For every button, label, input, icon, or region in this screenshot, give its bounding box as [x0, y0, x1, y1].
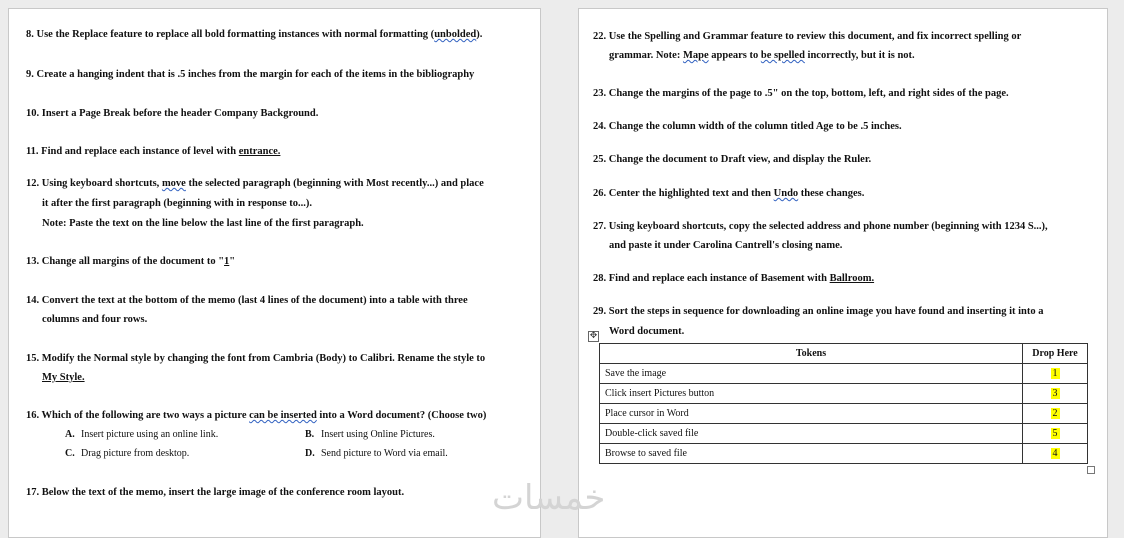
table-resize-handle[interactable] [1087, 466, 1095, 474]
drop-cell[interactable] [1023, 404, 1088, 424]
question-11: 11. Find and replace each instance of level with entrance. [26, 146, 281, 157]
question-15-line-2 [42, 368, 85, 387]
misspelled-word[interactable]: unbolded [434, 29, 477, 40]
question-12: 12. Using keyboard shortcuts, move the selected paragraph (beginning with Most recently...) and place [26, 178, 484, 189]
table-row [600, 384, 1088, 404]
option-c[interactable]: C. Drag picture from desktop. [65, 448, 190, 459]
order-value: 4 [1052, 448, 1058, 459]
option-d[interactable]: D. Send picture to Word via email. [305, 448, 448, 459]
question-22: 22. Use the Spelling and Grammar feature to review this document, and fix incorrect spelling or [593, 31, 1022, 42]
option-b[interactable]: B. Insert using Online Pictures. [305, 429, 435, 440]
order-value: 1 [1052, 368, 1058, 379]
question-15: 15. Modify the Normal style by changing the font from Cambria (Body) to Calibri. Rename the style to [26, 353, 486, 364]
question-9: 9. Create a hanging indent that is .5 inches from the margin for each of the items in the bibliography [26, 69, 475, 80]
misspelled-word[interactable]: Mape [682, 50, 709, 61]
question-16: 16. Which of the following are two ways a picture can be inserted into a Word document? (Choose two) [26, 410, 487, 421]
question-10: 10. Insert a Page Break before the header Company Background. [26, 108, 319, 119]
grammar-flag[interactable]: can be inserted [249, 410, 317, 421]
misspelled-word[interactable]: move [161, 178, 186, 189]
question-25: 25. Change the document to Draft view, and display the Ruler. [593, 154, 872, 165]
question-8: 8. Use the Replace feature to replace all bold formatting instances with normal formatting (unbolded). [26, 29, 483, 40]
grammar-flag[interactable]: be spelled [760, 50, 805, 61]
order-value: 3 [1052, 388, 1058, 399]
question-12-note: Note: Paste the text on the line below the last line of the first paragraph. [42, 218, 364, 229]
tokens-table [599, 343, 1088, 464]
document-page-left [8, 8, 541, 538]
watermark: خمسات [492, 478, 606, 518]
option-a[interactable]: A. Insert picture using an online link. [65, 429, 219, 440]
question-26: 26. Center the highlighted text and then Undo these changes. [593, 188, 865, 199]
token-cell[interactable]: Browse to saved file [600, 444, 1023, 464]
question-22-line-2: grammar. Note: Mape appears to be spelled incorrectly, but it is not. [609, 50, 915, 61]
drop-cell[interactable] [1023, 444, 1088, 464]
table-row [600, 364, 1088, 384]
drop-here-header: Drop Here [1023, 344, 1088, 364]
tokens-header: Tokens [600, 344, 1023, 364]
token-cell[interactable]: Place cursor in Word [600, 404, 1023, 424]
order-value: 5 [1052, 428, 1058, 439]
question-12-line-2: it after the first paragraph (beginning with in response to...). [42, 198, 312, 209]
question-14: 14. Convert the text at the bottom of the memo (last 4 lines of the document) into a table with three [26, 295, 468, 306]
underlined-word: My Style. [42, 372, 85, 383]
document-page-right [578, 8, 1108, 538]
table-header-row [600, 344, 1088, 364]
grammar-flag[interactable]: Undo [773, 188, 799, 199]
question-27-line-2: and paste it under Carolina Cantrell's closing name. [609, 240, 843, 251]
drop-cell[interactable] [1023, 384, 1088, 404]
token-cell[interactable]: Click insert Pictures button [600, 384, 1023, 404]
table-row [600, 424, 1088, 444]
underlined-word: entrance. [238, 146, 281, 157]
question-27: 27. Using keyboard shortcuts, copy the selected address and phone number (beginning with 1234 S...), [593, 221, 1048, 232]
question-24: 24. Change the column width of the column titled Age to be .5 inches. [593, 121, 902, 132]
question-17: 17. Below the text of the memo, insert the large image of the conference room layout. [26, 487, 405, 498]
question-23: 23. Change the margins of the page to .5" on the top, bottom, left, and right sides of the page. [593, 88, 1009, 99]
question-28: 28. Find and replace each instance of Basement with Ballroom. [593, 273, 875, 284]
drop-cell[interactable] [1023, 424, 1088, 444]
drop-cell[interactable] [1023, 364, 1088, 384]
table-row [600, 444, 1088, 464]
underlined-word: 1 [224, 256, 230, 267]
token-cell[interactable]: Double-click saved file [600, 424, 1023, 444]
table-row [600, 404, 1088, 424]
question-14-line-2: columns and four rows. [42, 314, 148, 325]
question-29-line-2: Word document. [609, 326, 685, 337]
order-value: 2 [1052, 408, 1058, 419]
underlined-word: Ballroom. [829, 273, 875, 284]
question-13: 13. Change all margins of the document to "1" [26, 256, 236, 267]
question-29: 29. Sort the steps in sequence for downloading an online image you have found and inserting it into a [593, 306, 1044, 317]
token-cell[interactable]: Save the image [600, 364, 1023, 384]
table-move-handle-icon[interactable]: ✥ [589, 331, 598, 341]
